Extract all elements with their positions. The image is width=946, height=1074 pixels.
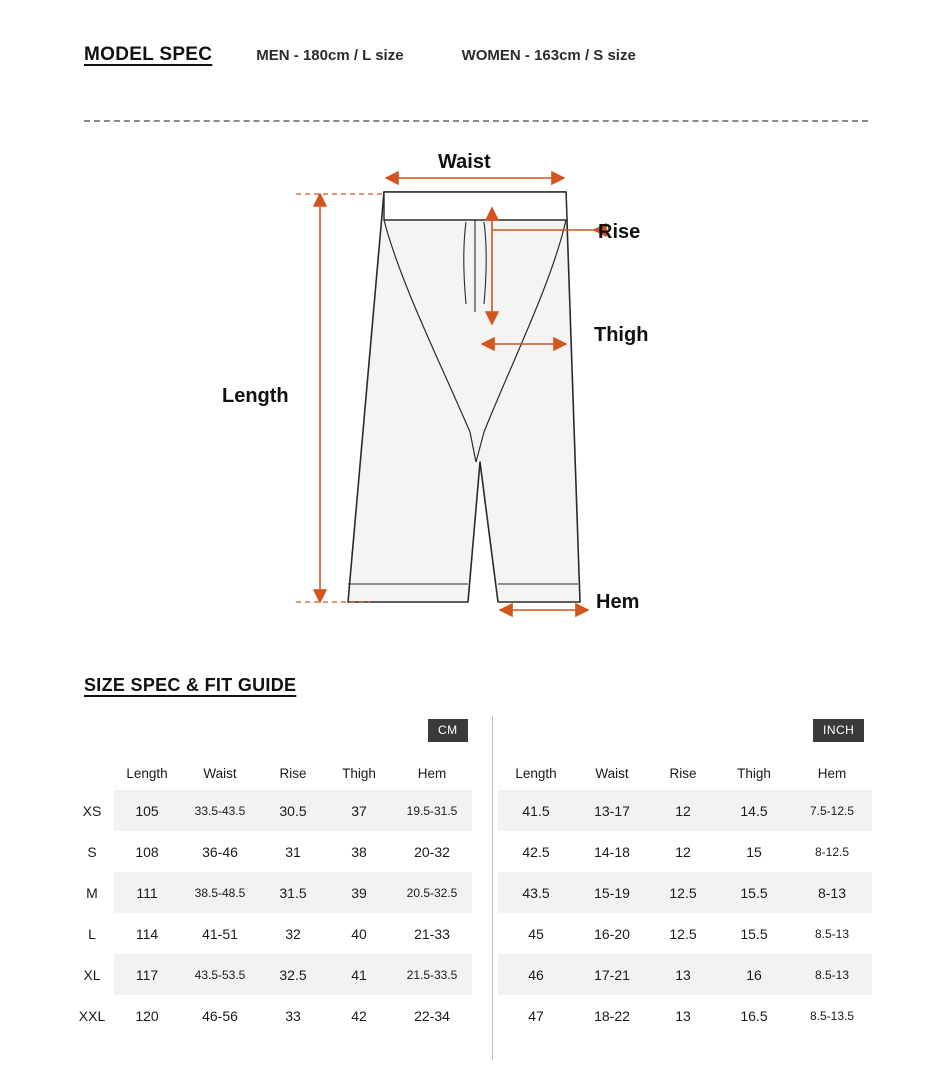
col-waist: Waist	[203, 765, 237, 781]
table-row	[498, 790, 872, 831]
label-thigh: Thigh	[594, 324, 649, 346]
col-length: Length	[126, 765, 168, 781]
col-hem: Hem	[417, 765, 447, 781]
cell-rise: 12.5	[669, 925, 697, 942]
label-hem: Hem	[596, 591, 640, 613]
cell-thigh: 40	[351, 925, 367, 942]
size-table-inch	[498, 756, 872, 1036]
table-row	[498, 872, 872, 913]
cell-thigh: 38	[351, 843, 367, 860]
cell-hem: 8-13	[792, 872, 872, 913]
measurement-diagram	[0, 132, 946, 652]
cell-thigh: 15.5	[740, 925, 768, 942]
cell-waist: 46-56	[202, 1007, 238, 1024]
cell-thigh: 16	[716, 954, 792, 995]
cell-thigh: 14.5	[716, 790, 792, 831]
col-hem: Hem	[817, 765, 847, 781]
cell-hem: 8.5-13	[814, 926, 850, 941]
row-size-label: S	[87, 843, 97, 860]
cell-rise: 33	[285, 1007, 301, 1024]
table-separator	[492, 716, 493, 1060]
cell-rise: 13	[650, 954, 716, 995]
cell-rise: 32	[285, 925, 301, 942]
table-row	[498, 831, 872, 872]
cell-waist: 14-18	[594, 843, 630, 860]
cell-rise: 13	[675, 1007, 691, 1024]
label-rise: Rise	[598, 221, 641, 243]
size-table-cm	[70, 756, 472, 1036]
pants-illustration	[348, 192, 580, 602]
row-size-label: XXL	[78, 1007, 106, 1024]
col-size	[70, 756, 114, 790]
cell-thigh: 15.5	[716, 872, 792, 913]
table-row	[70, 790, 472, 831]
table-row	[498, 995, 872, 1036]
table-row	[498, 913, 872, 954]
size-spec-title: SIZE SPEC & FIT GUIDE	[84, 675, 297, 695]
unit-badge-cm: CM	[428, 719, 468, 742]
col-thigh: Thigh	[737, 765, 771, 781]
cell-waist: 18-22	[594, 1007, 630, 1024]
cell-length: 114	[135, 925, 159, 942]
table-row	[70, 954, 472, 995]
cell-waist: 33.5-43.5	[180, 790, 260, 831]
label-waist: Waist	[438, 151, 491, 173]
cell-rise: 12	[675, 843, 691, 860]
cell-length: 120	[135, 1007, 159, 1024]
model-spec-women: WOMEN - 163cm / S size	[461, 47, 636, 64]
row-size-label: L	[88, 925, 96, 942]
table-row	[498, 954, 872, 995]
cell-waist: 13-17	[574, 790, 650, 831]
cell-thigh: 15	[746, 843, 762, 860]
col-waist: Waist	[595, 765, 629, 781]
cell-rise: 12.5	[650, 872, 716, 913]
cell-thigh: 16.5	[740, 1007, 768, 1024]
cell-hem: 7.5-12.5	[792, 790, 872, 831]
cell-length: 42.5	[522, 843, 550, 860]
cell-waist: 17-21	[574, 954, 650, 995]
col-length: Length	[515, 765, 557, 781]
cell-waist: 41-51	[202, 925, 238, 942]
table-header-row	[498, 756, 872, 790]
table-header-row	[70, 756, 472, 790]
label-length: Length	[222, 385, 289, 407]
cell-length: 46	[498, 954, 574, 995]
cell-rise: 30.5	[260, 790, 326, 831]
table-row	[70, 913, 472, 954]
cell-length: 108	[135, 843, 159, 860]
cell-rise: 31.5	[260, 872, 326, 913]
col-thigh: Thigh	[342, 765, 376, 781]
cell-hem: 21-33	[414, 925, 450, 942]
cell-hem: 22-34	[414, 1007, 450, 1024]
cell-waist: 38.5-48.5	[180, 872, 260, 913]
table-row	[70, 831, 472, 872]
cell-length: 47	[528, 1007, 544, 1024]
cell-hem: 8.5-13	[792, 954, 872, 995]
cell-length: 117	[114, 954, 180, 995]
col-rise: Rise	[279, 765, 307, 781]
row-size-label: M	[86, 884, 98, 901]
cell-length: 111	[114, 872, 180, 913]
table-row	[70, 872, 472, 913]
row-size-label: XL	[83, 966, 101, 983]
col-rise: Rise	[669, 765, 697, 781]
cell-waist: 15-19	[574, 872, 650, 913]
cell-hem: 21.5-33.5	[392, 954, 472, 995]
cell-thigh: 42	[351, 1007, 367, 1024]
cell-hem: 8.5-13.5	[809, 1008, 855, 1023]
cell-waist: 16-20	[594, 925, 630, 942]
cell-hem: 20.5-32.5	[392, 872, 472, 913]
cell-length: 45	[528, 925, 544, 942]
cell-hem: 8-12.5	[814, 844, 850, 859]
cell-thigh: 37	[326, 790, 392, 831]
cell-waist: 36-46	[202, 843, 238, 860]
cell-hem: 20-32	[414, 843, 450, 860]
cell-length: 43.5	[498, 872, 574, 913]
cell-hem: 19.5-31.5	[392, 790, 472, 831]
cell-thigh: 41	[326, 954, 392, 995]
page-title: MODEL SPEC	[84, 44, 213, 65]
cell-rise: 32.5	[260, 954, 326, 995]
model-spec-men: MEN - 180cm / L size	[256, 47, 404, 64]
cell-rise: 31	[285, 843, 301, 860]
cell-rise: 12	[650, 790, 716, 831]
unit-badge-inch: INCH	[813, 719, 864, 742]
row-size-label: XS	[82, 802, 102, 819]
cell-waist: 43.5-53.5	[180, 954, 260, 995]
cell-thigh: 39	[326, 872, 392, 913]
model-spec-header	[84, 44, 636, 66]
cell-length: 41.5	[498, 790, 574, 831]
cell-length: 105	[114, 790, 180, 831]
dashed-divider	[84, 120, 868, 122]
table-row	[70, 995, 472, 1036]
